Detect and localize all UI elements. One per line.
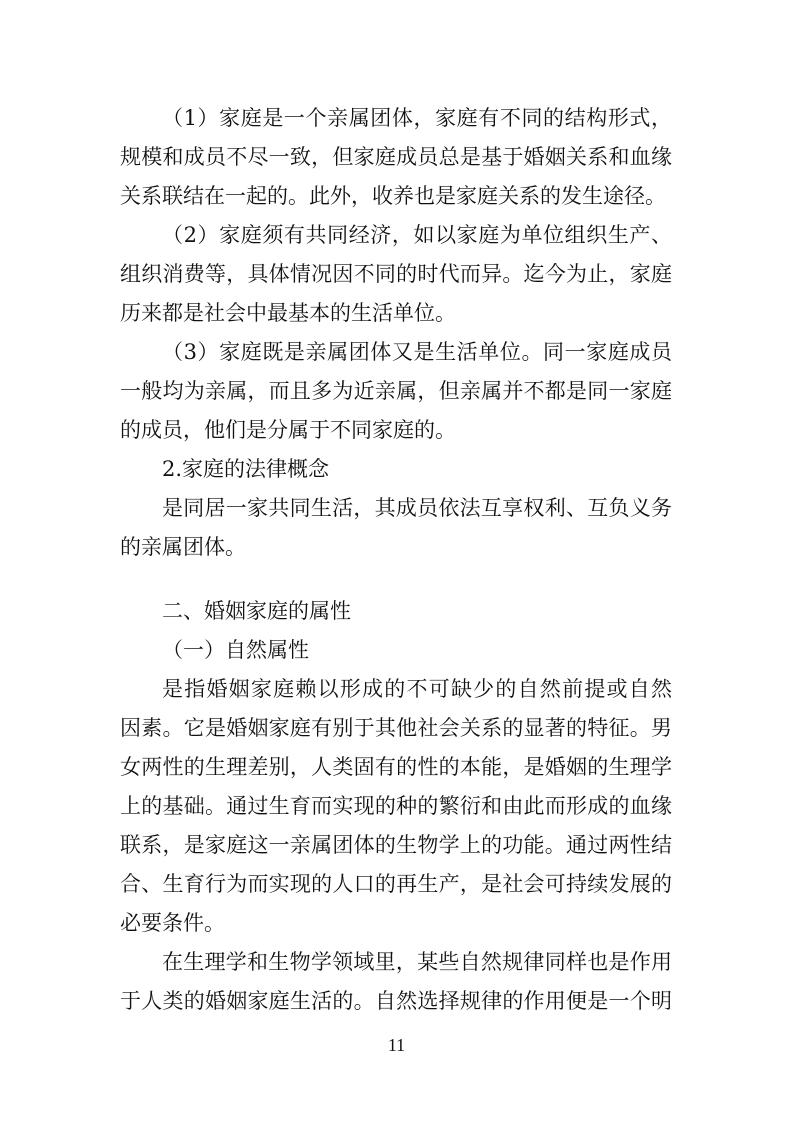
paragraph-3-line-3: 的成员，他们是分属于不同家庭的。 (120, 418, 456, 442)
paragraph-1-line-1: （1）家庭是一个亲属团体，家庭有不同的结构形式， (162, 106, 672, 130)
paragraph-biology-line-2: 于人类的婚姻家庭生活的。自然选择规律的作用便是一个明 (120, 989, 672, 1013)
paragraph-1-line-2: 规模和成员不尽一致，但家庭成员总是基于婚姻关系和血缘 (120, 145, 672, 169)
paragraph-3-line-2: 一般均为亲属，而且多为近亲属，但亲属并不都是同一家庭 (120, 379, 672, 403)
paragraph-natural-line-1: 是指婚姻家庭赖以形成的不可缺少的自然前提或自然 (162, 677, 672, 701)
paragraph-legal-line-2: 的亲属团体。 (120, 535, 246, 559)
paragraph-natural-line-7: 必要条件。 (120, 911, 225, 935)
paragraph-2-line-3: 历来都是社会中最基本的生活单位。 (120, 301, 456, 325)
paragraph-3-line-1: （3）家庭既是亲属团体又是生活单位。同一家庭成员 (162, 340, 672, 364)
page-number: 11 (387, 1035, 406, 1055)
paragraph-1-line-3: 关系联结在一起的。此外，收养也是家庭关系的发生途径。 (120, 184, 666, 208)
section-heading: 二、婚姻家庭的属性 (162, 599, 351, 623)
paragraph-natural-line-4: 上的基础。通过生育而实现的种的繁衍和由此而形成的血缘 (120, 794, 672, 818)
paragraph-natural-line-2: 因素。它是婚姻家庭有别于其他社会关系的显著的特征。男 (120, 716, 672, 740)
paragraph-2-line-1: （2）家庭须有共同经济，如以家庭为单位组织生产、 (162, 223, 672, 247)
paragraph-biology-line-1: 在生理学和生物学领域里，某些自然规律同样也是作用 (162, 950, 672, 974)
paragraph-natural-line-5: 联系，是家庭这一亲属团体的生物学上的功能。通过两性结 (120, 833, 672, 857)
paragraph-legal-line-1: 是同居一家共同生活，其成员依法互享权利、互负义务 (162, 496, 672, 520)
paragraph-natural-line-6: 合、生育行为而实现的人口的再生产，是社会可持续发展的 (120, 872, 672, 896)
subheading-legal-concept: 2.家庭的法律概念 (162, 457, 330, 481)
paragraph-2-line-2: 组织消费等，具体情况因不同的时代而异。迄今为止，家庭 (120, 262, 672, 286)
paragraph-natural-line-3: 女两性的生理差别，人类固有的性的本能，是婚姻的生理学 (120, 755, 672, 779)
subsection-heading: （一）自然属性 (162, 638, 309, 662)
